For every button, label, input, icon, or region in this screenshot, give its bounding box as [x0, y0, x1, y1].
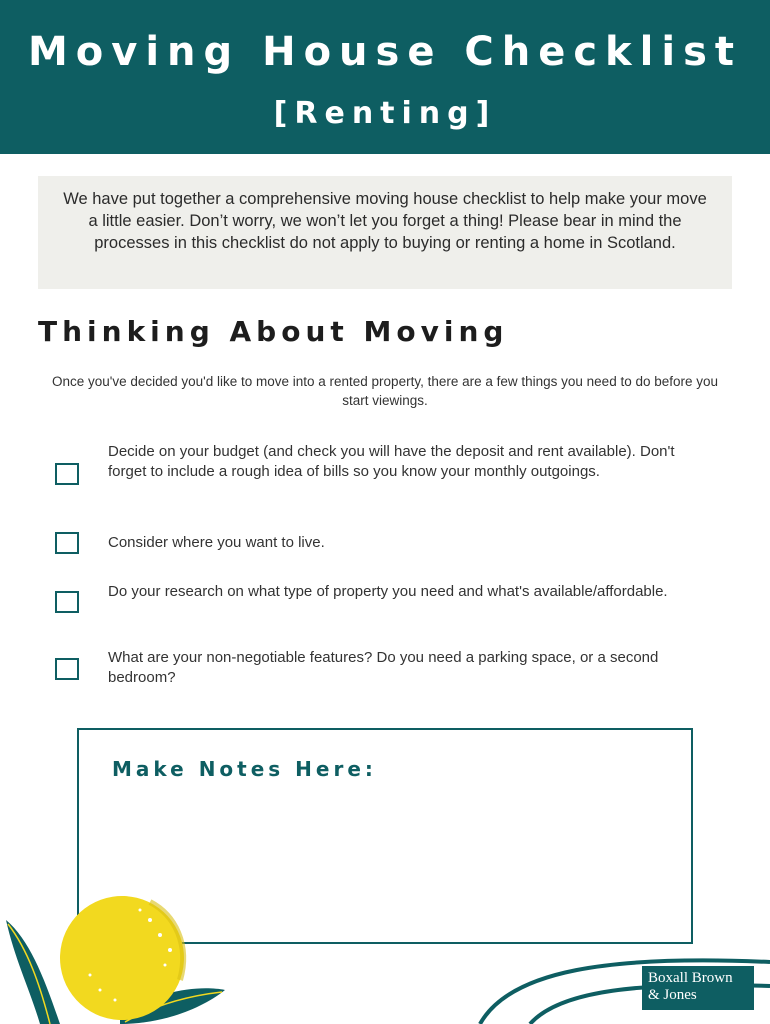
- logo-line-1: Boxall Brown: [648, 970, 733, 986]
- page-title: Moving House Checklist: [27, 29, 743, 75]
- lemon-illustration: [0, 880, 240, 1024]
- intro-box: [38, 176, 732, 289]
- notes-title: Make Notes Here:: [112, 757, 377, 781]
- checkbox[interactable]: [55, 658, 79, 680]
- page-subtitle: [Renting]: [273, 96, 497, 131]
- header-banner: [0, 0, 770, 154]
- intro-text: We have put together a comprehensive moving house checklist to help make your move a little easier. Don’t worry, we won’t let you forget a thing! Please bear in mind the processes in this checklist do not apply to buying or renting a home in Scotland.: [63, 190, 707, 252]
- checklist-item-text: Consider where you want to live.: [108, 534, 325, 551]
- checklist-item-text: Do your research on what type of property you need and what's available/affordable.: [108, 583, 668, 600]
- checkbox[interactable]: [55, 532, 79, 554]
- section-description: Once you've decided you'd like to move into a rented property, there are a few things you need to do before you start viewings.: [51, 374, 719, 408]
- checkbox[interactable]: [55, 463, 79, 485]
- checklist-item-text: What are your non-negotiable features? Do you need a parking space, or a second bedroom?: [108, 649, 659, 686]
- section-title: Thinking About Moving: [38, 315, 509, 348]
- checkbox[interactable]: [55, 591, 79, 613]
- company-logo: [642, 966, 754, 1010]
- logo-line-2: & Jones: [648, 987, 697, 1003]
- checklist-item-text: Decide on your budget (and check you will have the deposit and rent available). Don't forget to include a rough idea of bills so you know your monthly outgoings.: [108, 443, 675, 480]
